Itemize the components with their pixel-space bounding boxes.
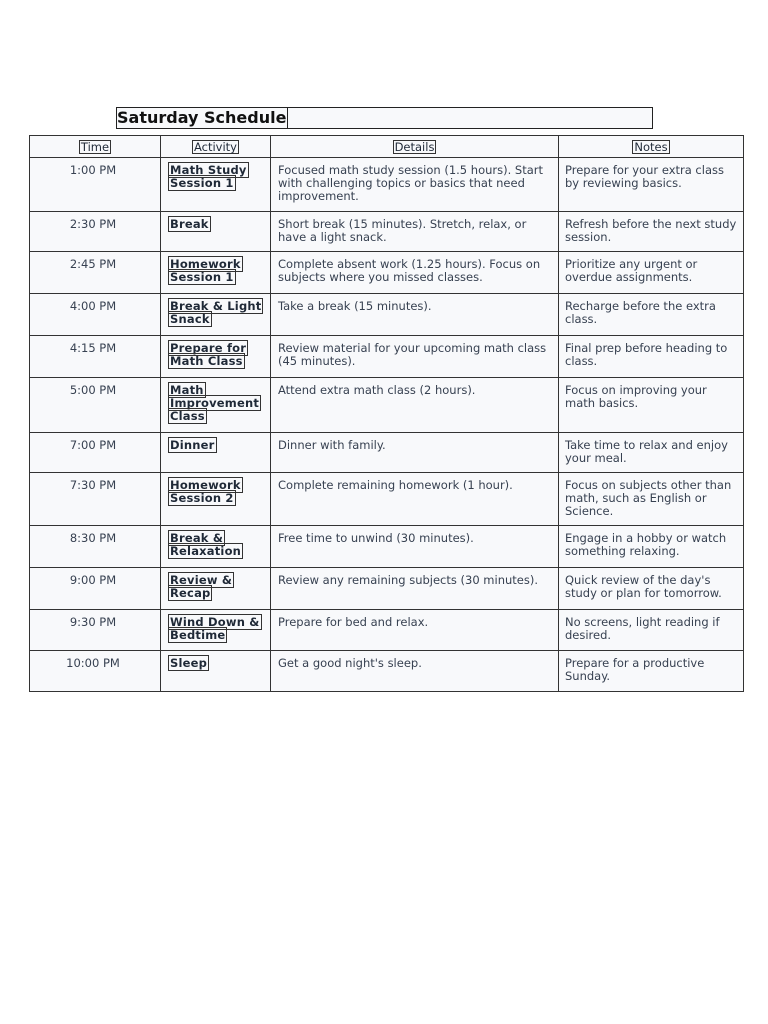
activity-text: Prepare for Math Class — [170, 341, 247, 368]
notes-text: Engage in a hobby or watch something relaxing. — [565, 531, 727, 558]
notes-text: Recharge before the extra class. — [565, 299, 716, 326]
details-text: Complete remaining homework (1 hour). — [278, 478, 513, 492]
notes-text: Quick review of the day's study or plan for tomorrow. — [565, 573, 722, 600]
table-row — [30, 610, 744, 651]
notes-cell — [559, 294, 744, 336]
activity-text: Break — [170, 217, 209, 231]
activity-cell — [161, 158, 271, 212]
time-cell — [30, 610, 161, 651]
activity-cell — [161, 433, 271, 473]
details-text: Attend extra math class (2 hours). — [278, 383, 476, 397]
details-cell — [271, 252, 559, 294]
notes-cell — [559, 568, 744, 610]
details-cell — [271, 433, 559, 473]
notes-cell — [559, 252, 744, 294]
table-row — [30, 252, 744, 294]
time-text: 7:30 PM — [69, 478, 117, 492]
details-text: Prepare for bed and relax. — [278, 615, 429, 629]
table-row — [30, 433, 744, 473]
details-text: Free time to unwind (30 minutes). — [278, 531, 474, 545]
notes-cell — [559, 526, 744, 568]
activity-text: Break & Relaxation — [170, 531, 242, 558]
details-text: Complete absent work (1.25 hours). Focus on subjects where you missed classes. — [278, 257, 541, 284]
time-text: 4:15 PM — [69, 341, 117, 355]
notes-text: Focus on improving your math basics. — [565, 383, 707, 410]
notes-text: Refresh before the next study session. — [565, 217, 737, 244]
table-row — [30, 294, 744, 336]
column-header-activity: Activity — [161, 136, 271, 158]
details-text: Focused math study session (1.5 hours). Start with challenging topics or basics that need improvement. — [278, 163, 544, 203]
time-cell — [30, 158, 161, 212]
activity-text: Math Study Session 1 — [170, 163, 247, 190]
details-cell — [271, 568, 559, 610]
details-cell — [271, 294, 559, 336]
column-header-details: Details — [271, 136, 559, 158]
activity-text: Dinner — [170, 438, 215, 452]
notes-cell — [559, 473, 744, 526]
time-cell — [30, 378, 161, 433]
table-row — [30, 568, 744, 610]
time-text: 4:00 PM — [69, 299, 117, 313]
activity-cell — [161, 610, 271, 651]
details-cell — [271, 378, 559, 433]
details-text: Take a break (15 minutes). — [278, 299, 432, 313]
time-text: 9:00 PM — [69, 573, 117, 587]
activity-cell — [161, 568, 271, 610]
notes-cell — [559, 433, 744, 473]
table-row — [30, 473, 744, 526]
table-row — [30, 336, 744, 378]
time-cell — [30, 212, 161, 252]
activity-text: Math Improvement Class — [170, 383, 260, 423]
table-row — [30, 526, 744, 568]
notes-text: Prepare for your extra class by reviewing basics. — [565, 163, 724, 190]
notes-cell — [559, 212, 744, 252]
details-cell — [271, 610, 559, 651]
time-text: 8:30 PM — [69, 531, 117, 545]
details-text: Review material for your upcoming math class (45 minutes). — [278, 341, 547, 368]
schedule-table — [29, 135, 744, 692]
table-header-row — [30, 136, 744, 158]
details-cell — [271, 158, 559, 212]
notes-text: Prepare for a productive Sunday. — [565, 656, 705, 683]
time-cell — [30, 252, 161, 294]
details-cell — [271, 473, 559, 526]
time-text: 2:45 PM — [69, 257, 117, 271]
time-cell — [30, 526, 161, 568]
details-text: Get a good night's sleep. — [278, 656, 422, 670]
activity-cell — [161, 651, 271, 692]
activity-cell — [161, 294, 271, 336]
activity-cell — [161, 526, 271, 568]
table-row — [30, 651, 744, 692]
activity-cell — [161, 212, 271, 252]
notes-cell — [559, 378, 744, 433]
notes-text: Final prep before heading to class. — [565, 341, 728, 368]
notes-text: Focus on subjects other than math, such as English or Science. — [565, 478, 732, 518]
notes-cell — [559, 610, 744, 651]
activity-text: Homework Session 2 — [170, 478, 241, 505]
page-title: Saturday Schedule — [117, 108, 287, 127]
column-header-notes: Notes — [559, 136, 744, 158]
time-text: 5:00 PM — [69, 383, 117, 397]
activity-cell — [161, 336, 271, 378]
time-cell — [30, 294, 161, 336]
activity-text: Wind Down & Bedtime — [170, 615, 260, 642]
details-text: Review any remaining subjects (30 minutes). — [278, 573, 539, 587]
activity-text: Review & Recap — [170, 573, 233, 600]
title-box — [116, 107, 653, 129]
time-cell — [30, 568, 161, 610]
activity-text: Sleep — [170, 656, 208, 670]
notes-cell — [559, 158, 744, 212]
time-text: 9:30 PM — [69, 615, 117, 629]
details-text: Short break (15 minutes). Stretch, relax, or have a light snack. — [278, 217, 527, 244]
notes-text: No screens, light reading if desired. — [565, 615, 720, 642]
table-row — [30, 378, 744, 433]
time-text: 2:30 PM — [69, 217, 117, 231]
activity-cell — [161, 378, 271, 433]
table-row — [30, 158, 744, 212]
details-cell — [271, 336, 559, 378]
time-cell — [30, 336, 161, 378]
table-row — [30, 212, 744, 252]
activity-text: Break & Light Snack — [170, 299, 262, 326]
details-cell — [271, 651, 559, 692]
notes-cell — [559, 336, 744, 378]
time-text: 7:00 PM — [69, 438, 117, 452]
time-cell — [30, 433, 161, 473]
notes-text: Take time to relax and enjoy your meal. — [565, 438, 728, 465]
details-cell — [271, 526, 559, 568]
time-cell — [30, 473, 161, 526]
notes-cell — [559, 651, 744, 692]
activity-text: Homework Session 1 — [170, 257, 241, 284]
details-cell — [271, 212, 559, 252]
activity-cell — [161, 252, 271, 294]
details-text: Dinner with family. — [278, 438, 386, 452]
time-text: 1:00 PM — [69, 163, 117, 177]
time-cell — [30, 651, 161, 692]
activity-cell — [161, 473, 271, 526]
column-header-time: Time — [30, 136, 161, 158]
time-text: 10:00 PM — [66, 656, 120, 670]
notes-text: Prioritize any urgent or overdue assignments. — [565, 257, 698, 284]
